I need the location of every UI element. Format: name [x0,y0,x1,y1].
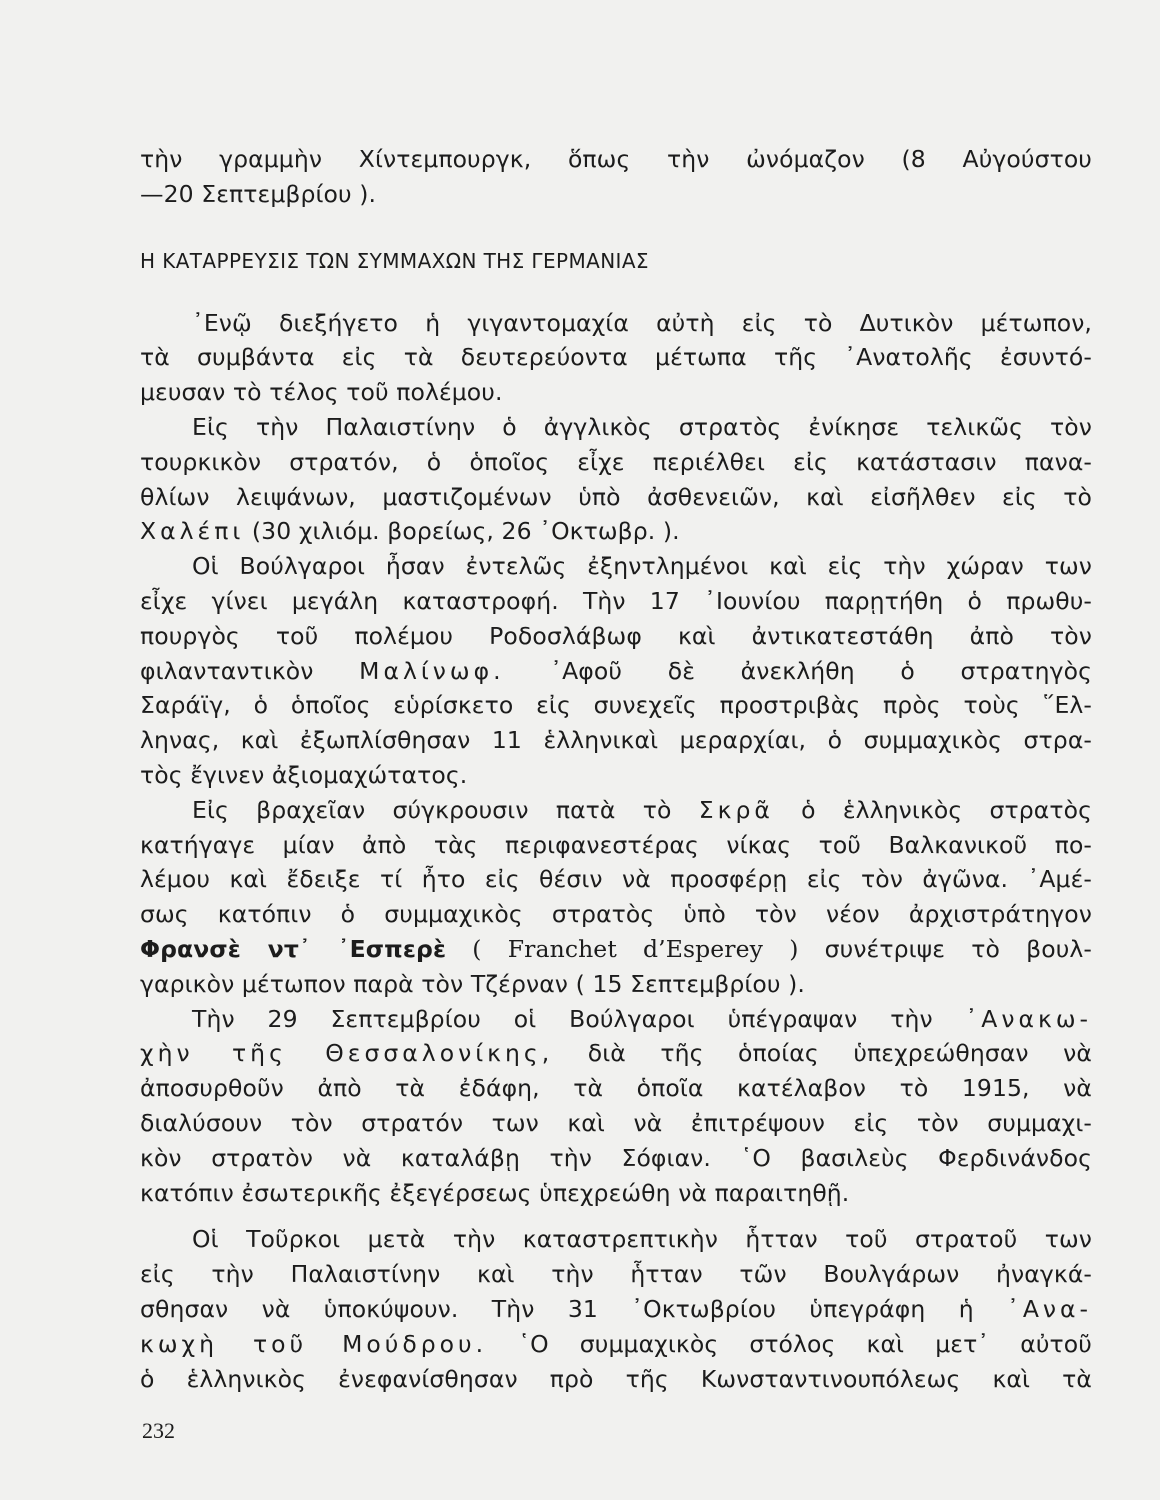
text-line: λέμου καὶ ἔδειξε τί ἦτο εἰς θέσιν νὰ προσφέρῃ εἰς τὸν ἀγῶνα. ᾿Αμέ- [140,865,1092,894]
text-line: τὸς ἔγινεν ἀξιομαχώτατος. [140,760,468,789]
text-line [140,1292,1092,1327]
spaced-treaty-name: ᾿Ανα- [1007,1294,1092,1323]
text-line: Οἱ Βούλγαροι ἦσαν ἐντελῶς ἐξηντλημένοι καὶ εἰς τὴν χώραν των [192,552,1092,581]
text-fragment: ᾿Αφοῦ δὲ ἀνεκλήθη ὁ στρατηγὸς [550,656,1092,685]
book-page [140,142,1092,1396]
text-line [140,932,1092,967]
text-fragment: συνέτριψε τὸ βουλ- [824,934,1092,963]
text-line: εἰς τὴν Παλαιστίνην καὶ τὴν ἧτταν τῶν Βουλγάρων ἠναγκά- [140,1260,1092,1289]
spaced-treaty-name: χὴν τῆς Θεσσαλονίκης, [140,1039,554,1068]
text-fragment: ὁ ἑλληνικὸς στρατὸς [801,795,1092,824]
text-line: διαλύσουν τὸν στρατόν των καὶ νὰ ἐπιτρέψουν εἰς τὸν συμμαχι- [140,1108,1092,1137]
text-line [140,1002,1092,1037]
text-line: ᾿Ενῷ διεξήγετο ἡ γιγαντομαχία αὐτὴ εἰς τὸ Δυτικὸν μέτωπον, [192,308,1092,337]
text-line: κατόπιν ἐσωτερικῆς ἐξεγέρσεως ὑπεχρεώθη νὰ παραιτηθῇ. [140,1178,850,1207]
text-line [140,654,1092,689]
paragraph-gap [140,1210,1092,1222]
text-line: πουργὸς τοῦ πολέμου Ροδοσλάβωφ καὶ ἀντικατεστάθη ἀπὸ τὸν [140,621,1092,650]
page-number: 232 [142,1418,175,1443]
text-line [140,1327,1092,1362]
bold-person-name: Φρανσὲ ντ᾿ ᾿Εσπερὲ [140,934,447,963]
spaced-place-name: Χαλέπι [140,517,245,546]
text-line: ληνας, καὶ ἐξωπλίσθησαν 11 ἑλληνικαὶ μεραρχίαι, ὁ συμμαχικὸς στρα- [140,726,1092,755]
text-line: θλίων λειψάνων, μαστιζομένων ὑπὸ ἀσθενειῶν, καὶ εἰσῆλθεν εἰς τὸ [140,482,1092,511]
text-line [140,793,1092,828]
text-line: ἀποσυρθοῦν ἀπὸ τὰ ἐδάφη, τὰ ὁποῖα κατέλαβον τὸ 1915, νὰ [140,1074,1092,1103]
spaced-person-name: Μαλίνωφ. [359,656,505,685]
text-fragment: ῾Ο συμμαχικὸς στόλος καὶ μετ᾿ αὐτοῦ [518,1329,1092,1358]
paragraph-6 [140,1222,1092,1396]
text-fragment: φιλανταντικὸν [140,656,314,685]
latin-name: ( Franchet d’Esperey ) [472,934,799,963]
paragraph-4 [140,793,1092,1002]
continuation-text [140,142,1092,212]
text-line: τὴν γραμμὴν Χίντεμπουργκ, ὅπως τὴν ὠνόμαζον (8 Αὐγούστου [140,145,1092,173]
text-line: τὰ συμβάντα εἰς τὰ δευτερεύοντα μέτωπα τῆς ᾿Ανατολῆς ἐσυντό- [140,343,1092,372]
paragraph-5 [140,1002,1092,1211]
text-line: μευσαν τὸ τέλος τοῦ πολέμου. [140,378,503,407]
paragraph-1 [140,306,1092,410]
text-line: σως κατόπιν ὁ συμμαχικὸς στρατὸς ὑπὸ τὸν νέον ἀρχιστράτηγον [140,900,1092,929]
text-line: Σαράϊγ, ὁ ὁποῖος εὑρίσκετο εἰς συνεχεῖς προστριβὰς πρὸς τοὺς ῞Ελ- [140,691,1092,720]
spaced-treaty-name: κωχὴ τοῦ Μούδρου. [140,1329,488,1358]
text-fragment: Εἰς βραχεῖαν σύγκρουσιν πατὰ τὸ [192,795,672,824]
text-line: τουρκικὸν στρατόν, ὁ ὁποῖος εἶχε περιέλθει εἰς κατάστασιν πανα- [140,447,1092,476]
text-line: εἶχε γίνει μεγάλη καταστροφή. Τὴν 17 ᾿Ιουνίου παρῃτήθη ὁ πρωθυ- [140,586,1092,615]
text-line [140,1036,1092,1071]
text-fragment: (30 χιλιόμ. βορείως, 26 ᾿Οκτωβρ. ). [251,517,680,546]
text-fragment: Τὴν 29 Σεπτεμβρίου οἱ Βούλγαροι ὑπέγραψαν τὴν [192,1004,933,1033]
text-line: κὸν στρατὸν νὰ καταλάβῃ τὴν Σόφιαν. ῾Ο βασιλεὺς Φερδινάνδος [140,1143,1092,1172]
spaced-treaty-name: ᾿Ανακω- [965,1004,1092,1033]
text-line: κατήγαγε μίαν ἀπὸ τὰς περιφανεστέρας νίκας τοῦ Βαλκανικοῦ πο- [140,830,1092,859]
text-line: γαρικὸν μέτωπον παρὰ τὸν Τζέρναν ( 15 Σεπτεμβρίου ). [140,969,805,998]
text-line: ὁ ἑλληνικὸς ἐνεφανίσθησαν πρὸ τῆς Κωνσταντινουπόλεως καὶ τὰ [140,1364,1092,1393]
paragraph-2 [140,410,1092,549]
paragraph-3 [140,549,1092,793]
text-line: Οἱ Τοῦρκοι μετὰ τὴν καταστρεπτικὴν ἧτταν τοῦ στρατοῦ των [192,1225,1092,1254]
spaced-place-name: Σκρᾶ [698,795,774,824]
text-fragment: σθησαν νὰ ὑποκύψουν. Τὴν 31 ᾿Οκτωβρίου ὑπεγράφη ἡ [140,1294,974,1323]
text-line [140,514,1092,549]
section-heading: Η ΚΑΤΑΡΡΕΥΣΙΣ ΤΩΝ ΣΥΜΜΑΧΩΝ ΤΗΣ ΓΕΡΜΑΝΙΑΣ [140,248,649,273]
text-line: Εἰς τὴν Παλαιστίνην ὁ ἀγγλικὸς στρατὸς ἐνίκησε τελικῶς τὸν [192,412,1092,441]
text-fragment: διὰ τῆς ὁποίας ὑπεχρεώθησαν νὰ [587,1039,1092,1068]
text-line: —20 Σεπτεμβρίου ). [140,179,377,208]
